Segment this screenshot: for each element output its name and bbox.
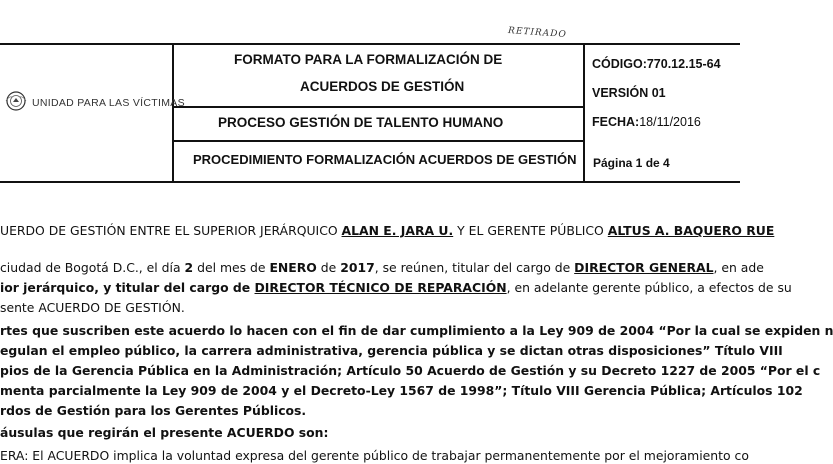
handwritten-annotation: RETIRADO <box>507 25 568 41</box>
header-top-border <box>0 43 740 45</box>
header-left-divider <box>172 43 174 182</box>
paragraph2-line-1: rtes que suscriben este acuerdo lo hacen con el fin de dar cumplimiento a la Ley 909 de 2004 “Por la cual se expiden n <box>0 323 833 338</box>
paragraph-line-1: ciudad de Bogotá D.C., el día 2 del mes de ENERO de 2017, se reúnen, titular del cargo de DIRECTOR GENERAL, en ade <box>0 260 764 275</box>
first-clause: ERA: El ACUERDO implica la voluntad expresa del gerente público de trabajar permanentemente por el mejoramiento co <box>0 448 749 463</box>
header-bottom-border <box>0 181 740 183</box>
paragraph2-line-4: menta parcialmente la Ley 909 de 2004 y el Decreto-Ley 1567 de 1998”; Título VIII Gerencia Pública; Artículos 102 <box>0 383 803 398</box>
document-version: VERSIÓN 01 <box>592 86 666 100</box>
form-title-line2: ACUERDOS DE GESTIÓN <box>300 79 465 94</box>
procedure-name: PROCEDIMIENTO FORMALIZACIÓN ACUERDOS DE GESTIÓN <box>193 152 577 167</box>
director-general-title: DIRECTOR GENERAL <box>574 260 714 275</box>
clauses-intro: áusulas que regirán el presente ACUERDO son: <box>0 425 329 440</box>
paragraph-line-3: sente ACUERDO DE GESTIÓN. <box>0 300 185 315</box>
date-value: 18/11/2016 <box>639 115 701 129</box>
process-name: PROCESO GESTIÓN DE TALENTO HUMANO <box>218 115 504 130</box>
document-date <box>592 115 701 129</box>
header-right-divider <box>583 43 585 182</box>
victims-unit-seal-icon <box>2 89 36 113</box>
superior-name: ALAN E. JARA U. <box>341 223 454 238</box>
agreement-heading: UERDO DE GESTIÓN ENTRE EL SUPERIOR JERÁRQUICO ALAN E. JARA U. Y EL GERENTE PÚBLICO ALTUS A. BAQUERO RUE <box>0 223 775 238</box>
paragraph2-line-2: egulan el empleo público, la carrera administrativa, gerencia pública y se dictan otras disposiciones” Título VIII <box>0 343 783 358</box>
header-row-divider-2 <box>172 140 584 142</box>
page-number: Página 1 de 4 <box>593 156 670 170</box>
paragraph-line-2: ior jerárquico, y titular del cargo de DIRECTOR TÉCNICO DE REPARACIÓN, en adelante gerente público, a efectos de su <box>0 280 792 295</box>
technical-director-title: DIRECTOR TÉCNICO DE REPARACIÓN <box>254 280 507 295</box>
paragraph2-line-3: pios de la Gerencia Pública en la Administración; Artículo 50 Acuerdo de Gestión y su Decreto 1227 de 2005 “Por el c <box>0 363 821 378</box>
paragraph2-line-5: rdos de Gestión para los Gerentes Públicos. <box>0 403 307 418</box>
organization-name: UNIDAD PARA LAS VÍCTIMAS <box>32 97 185 109</box>
document-code: CÓDIGO:770.12.15-64 <box>592 57 721 71</box>
header-row-divider-1 <box>172 106 584 108</box>
form-title-line1: FORMATO PARA LA FORMALIZACIÓN DE <box>234 52 503 67</box>
public-manager-name: ALTUS A. BAQUERO RUE <box>607 223 775 238</box>
date-label: FECHA: <box>592 115 640 129</box>
